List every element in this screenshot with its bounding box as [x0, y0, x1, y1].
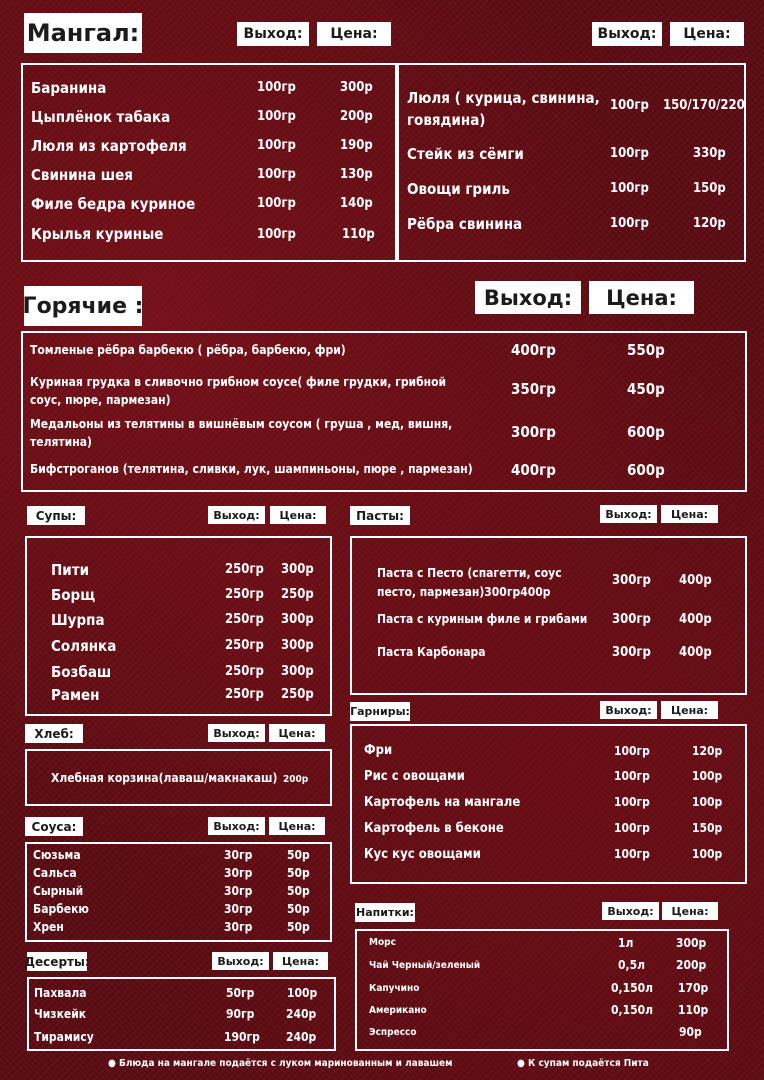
list-item-price: 140р: [340, 196, 373, 211]
list-item-name: Хрен: [33, 920, 64, 934]
hot-title: Горячие :: [24, 286, 142, 326]
drinks-price-header: Цена:: [662, 902, 718, 920]
list-item-name: Бозбаш: [51, 663, 112, 681]
list-item-name: Борщ: [51, 586, 96, 604]
list-item-weight: 100гр: [610, 98, 649, 113]
list-item-price: 400р: [679, 573, 712, 588]
list-item-price: 50р: [287, 884, 310, 898]
list-item-weight: 100гр: [610, 181, 649, 196]
drinks-output-header: Выход:: [602, 902, 659, 920]
list-item-price: 50р: [287, 920, 310, 934]
list-item-price: 300р: [340, 80, 373, 95]
list-item-weight: 100гр: [610, 216, 649, 231]
list-item-weight: 250гр: [225, 687, 264, 702]
list-item-price: 200р: [340, 109, 373, 124]
list-item-name: Хлебная корзина(лаваш/макнакаш): [51, 771, 278, 785]
list-item-name: Эспрессо: [369, 1027, 417, 1038]
list-item-price: 110р: [342, 227, 375, 242]
list-item-weight: 100гр: [257, 80, 296, 95]
soups-price-header: Цена:: [270, 506, 326, 524]
list-item-weight: 300гр: [612, 573, 651, 588]
list-item-weight: 0,150л: [611, 981, 654, 995]
list-item-price: 150/170/220: [663, 98, 745, 113]
list-item-price: 300р: [281, 638, 314, 653]
list-item-weight: 400гр: [511, 341, 556, 359]
mangal-title: Мангал:: [24, 13, 142, 53]
list-item-name: Американо: [369, 1005, 427, 1016]
list-item-price: 90р: [679, 1025, 702, 1039]
list-item-name: Бифстроганов (телятина, сливки, лук, шампиньоны, пюре , пармезан): [30, 462, 473, 476]
list-item-name: Люля ( курица, свинина, говядина): [407, 89, 600, 129]
hot-output-header: Выход:: [475, 281, 581, 314]
list-item-name: Солянка: [51, 637, 117, 655]
list-item-name: Пити: [51, 561, 90, 579]
list-item-weight: 250гр: [225, 562, 264, 577]
list-item-price: 50р: [287, 848, 310, 862]
list-item-name: Свинина шея: [31, 166, 133, 184]
bread-title: Хлеб:: [25, 724, 83, 743]
list-item-price: 200р: [676, 958, 707, 972]
list-item-price: 170р: [678, 981, 709, 995]
bread-output-header: Выход:: [208, 724, 265, 742]
list-item-weight: 190гр: [224, 1030, 260, 1044]
list-item-name: Пахвала: [34, 986, 87, 1000]
list-item-name: Шурпа: [51, 611, 105, 629]
list-item-weight: 250гр: [225, 664, 264, 679]
list-item-weight: 30гр: [224, 920, 253, 934]
list-item-weight: 0,5л: [618, 958, 646, 972]
list-item-name: Паста с куриным филе и грибами: [377, 612, 588, 626]
list-item-weight: 50гр: [226, 986, 255, 1000]
desserts-title: Десерты:: [27, 952, 87, 971]
list-item-name: Томленые рёбра барбекю ( рёбра, барбекю, фри): [30, 343, 346, 357]
list-item-price: 330р: [693, 146, 726, 161]
list-item-price: 550р: [627, 341, 665, 359]
mangal-output-header-right: Выход:: [592, 22, 662, 46]
list-item-name: Морс: [369, 937, 396, 948]
sides-title: Гарниры:: [350, 702, 410, 721]
list-item-name: Баранина: [31, 79, 107, 97]
list-item-name: Сырный: [33, 884, 84, 898]
list-item-weight: 1л: [618, 936, 634, 950]
pasta-price-header: Цена:: [661, 505, 718, 523]
list-item-name: Крылья куриные: [31, 225, 164, 243]
list-item-price: 50р: [287, 866, 310, 880]
list-item-name: Паста с Песто (спагетти, соус песто, пармезан)300гр400р: [377, 566, 562, 599]
list-item-weight: 300гр: [612, 645, 651, 660]
list-item-price: 130р: [340, 167, 373, 182]
list-item-name: Чай Черный/зеленый: [369, 960, 481, 971]
list-item-name: Чизкейк: [34, 1007, 87, 1021]
sauces-price-header: Цена:: [269, 817, 325, 835]
list-item-weight: 30гр: [224, 866, 253, 880]
list-item-weight: 30гр: [224, 884, 253, 898]
list-item-price: 120р: [692, 744, 723, 758]
bread-price-header: Цена:: [269, 724, 325, 742]
sides-output-header: Выход:: [600, 701, 657, 719]
list-item-name: Фри: [364, 743, 393, 758]
list-item-price: 300р: [281, 664, 314, 679]
list-item-weight: 250гр: [225, 587, 264, 602]
footer-note-soups: ● К супам подаётся Пита: [517, 1058, 649, 1069]
list-item-weight: 100гр: [257, 138, 296, 153]
list-item-price: 50р: [287, 902, 310, 916]
list-item-price: 400р: [679, 612, 712, 627]
list-item-price: 240р: [286, 1030, 317, 1044]
list-item-name: Рис с овощами: [364, 769, 465, 784]
list-item-weight: 100гр: [257, 196, 296, 211]
list-item-weight: 400гр: [511, 461, 556, 479]
list-item-price: 100р: [692, 769, 723, 783]
list-item-name: Кус кус овощами: [364, 847, 481, 862]
mangal-price-header-right: Цена:: [670, 22, 744, 46]
list-item-weight: 100гр: [257, 227, 296, 242]
list-item-name: Картофель в беконе: [364, 821, 504, 836]
list-item-weight: 30гр: [224, 902, 253, 916]
list-item-weight: 100гр: [614, 847, 650, 861]
list-item-weight: 0,150л: [611, 1003, 654, 1017]
list-item-weight: 300гр: [511, 423, 556, 441]
list-item-name: Капучино: [369, 983, 420, 994]
list-item-name: Стейк из сёмги: [407, 145, 524, 163]
list-item-name: Медальоны из телятины в вишнёвым соусом ( груша , мед, вишня, телятина): [30, 417, 453, 449]
list-item-price: 100р: [287, 986, 318, 1000]
list-item-name: Рамен: [51, 686, 100, 704]
list-item-price: 300р: [281, 562, 314, 577]
list-item-price: 100р: [692, 795, 723, 809]
list-item-price: 600р: [627, 423, 665, 441]
list-item-weight: 30гр: [224, 848, 253, 862]
list-item-weight: 350гр: [511, 380, 556, 398]
list-item-price: 110р: [678, 1003, 709, 1017]
hot-price-header: Цена:: [589, 281, 694, 314]
list-item-name: Рёбра свинина: [407, 215, 523, 233]
list-item-price: 120р: [693, 216, 726, 231]
list-item-name: Картофель на мангале: [364, 795, 521, 810]
list-item-weight: 250гр: [225, 638, 264, 653]
list-item-name: Куриная грудка в сливочно грибном соусе( филе грудки, грибной соус, пюре, пармезан): [30, 375, 447, 407]
mangal-price-header-left: Цена:: [317, 22, 391, 46]
list-item-weight: 100гр: [257, 167, 296, 182]
list-item-price: 190р: [340, 138, 373, 153]
list-item-price: 100р: [692, 847, 723, 861]
list-item-price: 300р: [676, 936, 707, 950]
list-item-price: 240р: [286, 1007, 317, 1021]
soups-title: Супы:: [27, 506, 85, 525]
list-item-name: Сюзьма: [33, 848, 81, 862]
footer-note-mangal: ● Блюда на мангале подаётся с луком маринованным и лавашем: [108, 1058, 453, 1069]
desserts-price-header: Цена:: [273, 952, 328, 970]
soups-output-header: Выход:: [208, 506, 265, 524]
list-item-weight: 100гр: [614, 744, 650, 758]
list-item-weight: 100гр: [257, 109, 296, 124]
list-item-weight: 100гр: [614, 795, 650, 809]
list-item-weight: 100гр: [610, 146, 649, 161]
list-item-name: Люля из картофеля: [31, 137, 187, 155]
list-item-price: 150р: [692, 821, 723, 835]
sauces-output-header: Выход:: [208, 817, 265, 835]
mangal-output-header-left: Выход:: [237, 22, 309, 46]
list-item-price: 250р: [281, 687, 314, 702]
list-item-name: Цыплёнок табака: [31, 108, 171, 126]
drinks-title: Напитки:: [355, 903, 415, 922]
list-item-weight: 90гр: [226, 1007, 255, 1021]
list-item-price: 450р: [627, 380, 665, 398]
list-item-name: Тирамису: [34, 1030, 94, 1044]
list-item-name: Барбекю: [33, 902, 89, 916]
list-item-name: Филе бедра куриное: [31, 195, 196, 213]
list-item-weight: 300гр: [612, 612, 651, 627]
list-item-price: 250р: [281, 587, 314, 602]
list-item-name: Паста Карбонара: [377, 645, 486, 659]
list-item-price: 300р: [281, 612, 314, 627]
list-item-price: 150р: [693, 181, 726, 196]
list-item-weight: 250гр: [225, 612, 264, 627]
list-item-price: 600р: [627, 461, 665, 479]
list-item-price: 400р: [679, 645, 712, 660]
list-item-name: Сальса: [33, 866, 77, 880]
list-item-name: Овощи гриль: [407, 180, 510, 198]
sauces-title: Соуса:: [25, 817, 83, 836]
desserts-output-header: Выход:: [212, 952, 269, 970]
pasta-output-header: Выход:: [600, 505, 657, 523]
list-item-weight: 100гр: [614, 769, 650, 783]
list-item-weight: 100гр: [614, 821, 650, 835]
pasta-title: Пасты:: [350, 506, 410, 525]
list-item-price: 200р: [283, 774, 309, 785]
sides-price-header: Цена:: [661, 701, 718, 719]
